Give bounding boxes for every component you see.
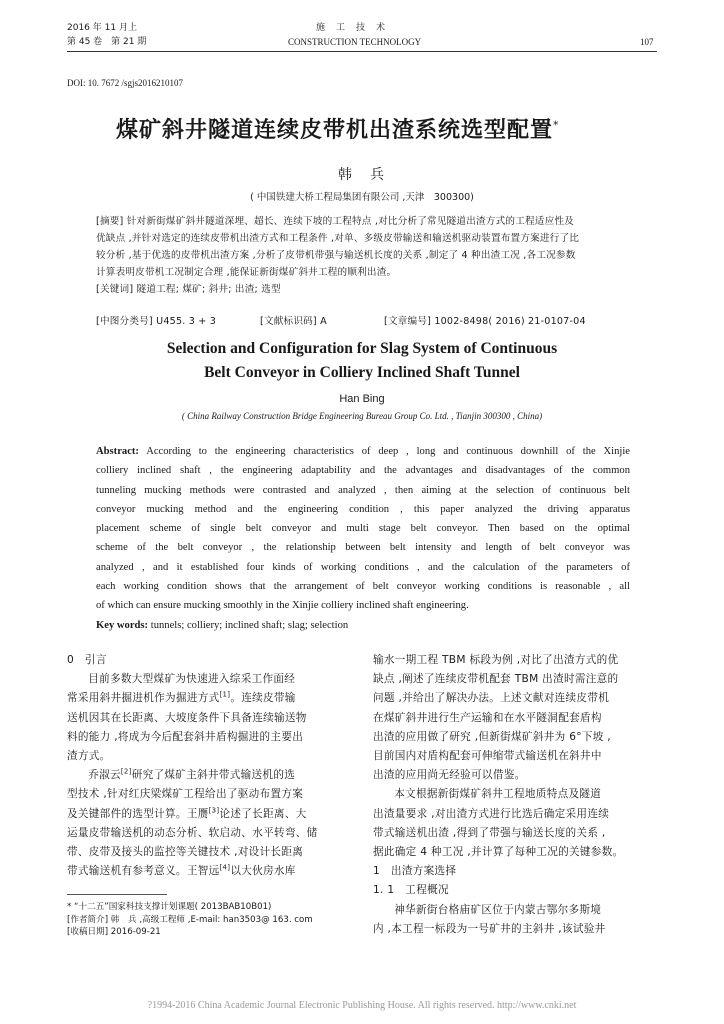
abstract-cn-label: [摘要] [96,216,124,227]
title-cn-text: 煤矿斜井隧道连续皮带机出渣系统选型配置 [116,118,554,143]
body-line: 。连续皮带输 [230,692,296,705]
abstract-en-line: According to the engineering characteristics of deep , long and continuous downhill of the Xinjie [146,446,630,457]
abstract-cn [96,213,636,298]
abstract-cn-line: 优缺点 ,并针对选定的连续皮带机出渣方式和工程条件 ,对单、多级皮带输送和输送机驱动装置布置方案进行了比 [96,233,580,244]
body-line: 渣方式。 [67,750,111,763]
abstract-en-line: scheme of the belt conveyor , the relationship between belt intensity and length of belt conveyor was [96,542,630,554]
author-note: [作者简介] 韩 兵 ,高级工程师 ,E-mail: han3503@ 163. com [67,914,313,925]
body-line: 内 ,本工程一标段为一号矿井的主斜井 ,该试验井 [373,922,606,935]
fund-note: * “十二五”国家科技支撑计划课题( 2013BAB10B01) [67,902,272,912]
body-line: 目前国内对盾构配套可伸缩带式输送机在斜井中 [373,750,602,763]
footnotes [67,901,357,939]
body-line: 出渣的应用做了研究 ,但新街煤矿斜井为 6°下坡 , [373,730,611,743]
page-number: 107 [640,37,654,47]
citation-ref: [2] [120,767,132,776]
affiliation-en: ( China Railway Construction Bridge Engineering Bureau Group Co. Ltd. , Tianjin 300300 , China) [181,411,543,421]
body-line: 带、皮带及接头的监控等关键技术 ,对设计长距离 [67,846,304,859]
body-line: 在煤矿斜井进行生产运输和在水平隧洞配套盾构 [373,711,602,724]
body-line: 论述了长距离、大 [219,807,307,820]
header-rule [67,51,657,52]
abstract-en [96,442,630,635]
left-column [67,651,351,881]
body-line: 神华新街台格庙矿区位于内蒙古鄂尔多斯境 [394,903,602,916]
body-line: 据此确定 4 种工况 ,并计算了每种工况的关键参数。 [373,846,624,859]
abstract-en-line: colliery inclined shaft , the engineering adaptability and the advantages and disadvantages of the common [96,465,630,477]
keywords-cn: 隧道工程; 煤矿; 斜井; 出渣; 选型 [136,284,281,295]
section-1-heading: 1 出渣方案选择 [373,865,457,878]
article-no-value: 1002-8498( 2016) 21-0107-04 [434,316,586,327]
body-line: 以大伙房水库 [230,865,296,878]
body-line: 型技术 ,针对红庆梁煤矿工程给出了驱动布置方案 [67,788,304,801]
journal-name-cn: 施 工 技 术 [316,23,387,33]
clc-value: U455. 3 + 3 [156,316,217,327]
author-cn: 韩 兵 [338,167,386,183]
volume-issue: 第 45 卷 第 21 期 [67,37,147,47]
body-line: 本文根据新街煤矿斜井工程地质特点及隧道 [394,788,602,801]
body-line: 出渣的应用尚无经验可以借鉴。 [373,769,526,782]
received-date: [收稿日期] 2016-09-21 [67,927,161,937]
body-line: 出渣量要求 ,对出渣方式进行比选后确定采用连续 [373,807,610,820]
abstract-en-line: tunneling mucking methods were contrasted and analyzed , then aiming at the selection of continuous belt [96,484,630,496]
body-line: 及关键部件的选型计算。王赝 [67,807,209,820]
title-en-line2: Belt Conveyor in Colliery Inclined Shaft Tunnel [204,364,520,381]
doc-code-label: [文献标识码] [260,316,317,327]
body-line: 料的能力 ,将成为今后配套斜井盾构掘进的主要出 [67,730,304,743]
abstract-en-line: each working condition shows that the arrangement of belt conveyor working conditions is reasonable , all [96,581,630,593]
body-line: 缺点 ,阐述了连续皮带机配套 TBM 出渣时需注意的 [373,673,619,686]
abstract-cn-line: 计算表明皮带机工况制定合理 ,能保证新街煤矿斜井工程的顺利出渣。 [96,267,397,278]
citation-ref: [3] [208,806,220,815]
abstract-en-line: conveyor mucking method and the engineering condition , this paper analyzed the driving apparatus [96,503,630,515]
body-line: 研究了煤矿主斜井带式输送机的选 [131,769,296,782]
doc-code-value: A [320,316,327,327]
citation-ref: [1] [219,690,231,699]
body-line: 输水一期工程 TBM 标段为例 ,对比了出渣方式的优 [373,654,619,666]
affiliation-cn: ( 中国铁建大桥工程局集团有限公司 ,天津 300300) [250,192,474,203]
copyright-footer: ?1994-2016 China Academic Journal Electronic Publishing House. All rights reserved. http://www.cnki.net [147,1000,577,1011]
journal-name-en: CONSTRUCTION TECHNOLOGY [288,37,422,47]
body-line: 常采用斜井掘进机作为掘进方式 [67,692,220,705]
abstract-en-line: placement scheme of single belt conveyor and multi stage belt conveyor. Then based on the optimal [96,523,630,535]
body-line: 乔淑云 [88,769,121,782]
body-line: 带式输送机有参考意义。王智远 [67,865,220,878]
abstract-en-line: analyzed , and it established four kinds of working conditions , and the calculation of the parameters of [96,561,630,573]
section-1-1-heading: 1. 1 工程概况 [373,884,449,897]
abstract-cn-line: 针对新街煤矿斜井隧道深埋、超长、连续下坡的工程特点 ,对比分析了常见隧道出渣方式的工程适应性及 [126,216,574,227]
body-line: 带式输送机出渣 ,得到了带强与输送长度的关系 , [373,826,606,839]
title-footnote-mark: * [553,118,560,132]
body-line: 目前多数大型煤矿为快速进入综采工作面经 [88,673,296,686]
article-no-label: [文章编号] [384,316,432,327]
footnote-rule [67,894,167,895]
body-line: 运量皮带输送机的动态分析、软启动、水平转弯、储 [67,826,318,839]
keywords-en: tunnels; colliery; inclined shaft; slag; selection [150,619,349,631]
body-line: 问题 ,并给出了解决办法。上述文献对连续皮带机 [373,692,610,705]
citation-ref: [4] [219,863,231,872]
keywords-en-label: Key words: [96,619,149,631]
abstract-en-label: Abstract: [96,446,139,457]
issue-date: 2016 年 11 月上 [67,23,137,33]
abstract-en-line: of which can ensure mucking smoothly in the Xinjie colliery inclined shaft engineering. [96,600,469,612]
title-cn [116,113,560,144]
author-en: Han Bing [339,393,385,405]
keywords-cn-label: [关键词] [96,284,134,295]
body-line: 送机因其在长距离、大坡度条件下具备连续输送物 [67,711,307,724]
right-column [373,651,657,939]
doi: DOI: 10. 7672 /sgjs2016210107 [67,78,184,88]
section-0-heading: 0 引言 [67,654,107,666]
abstract-cn-line: 较分析 ,基于优选的皮带机出渣方案 ,分析了皮带机带强与输送机长度的关系 ,制定了 4 种出渣工况 ,各工况参数 [96,250,576,261]
clc-label: [中图分类号] [96,316,153,327]
title-en-line1: Selection and Configuration for Slag System of Continuous [166,340,558,357]
